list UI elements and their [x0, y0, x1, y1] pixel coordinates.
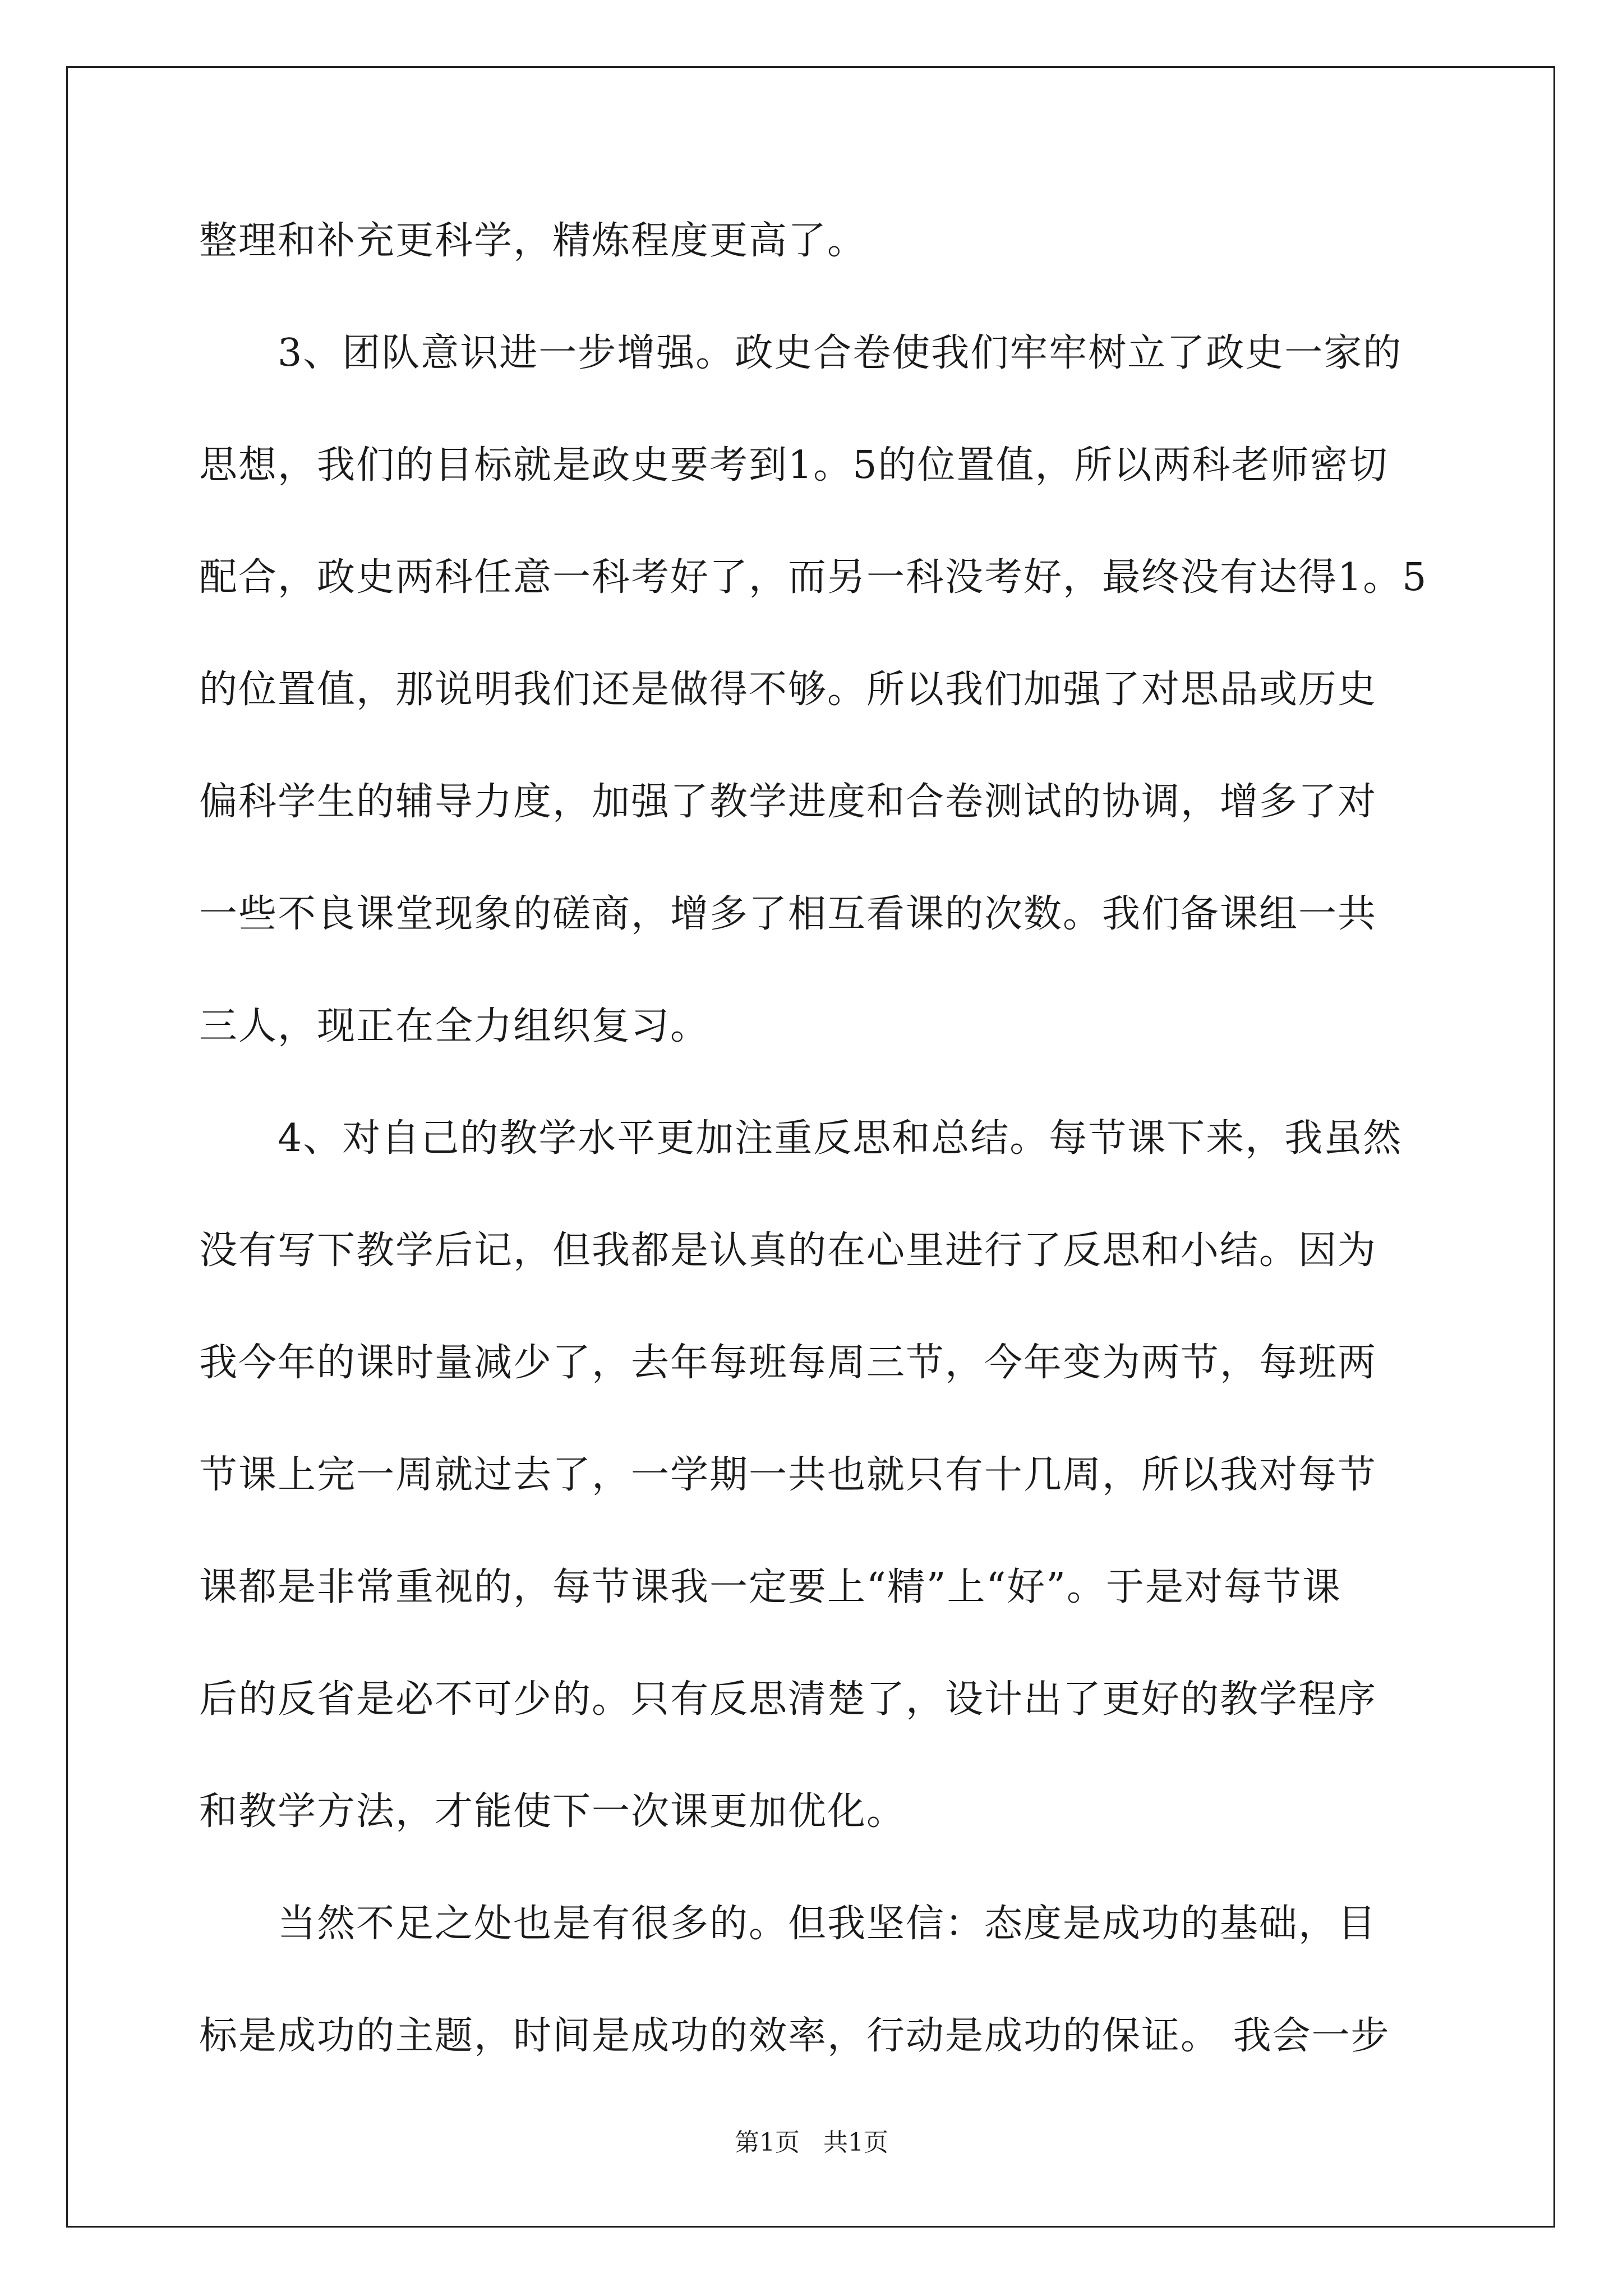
- page-footer: 第1页 共1页: [735, 2128, 888, 2157]
- text-line: 标是成功的主题，时间是成功的效率，行动是成功的保证。 我会一步: [199, 2014, 1390, 2058]
- text-line: 我今年的课时量减少了，去年每班每周三节，今年变为两节，每班两: [199, 1341, 1377, 1385]
- text-line: 整理和补充更科学，精炼程度更高了。: [199, 219, 867, 263]
- text-line: 没有写下教学后记，但我都是认真的在心里进行了反思和小结。因为: [199, 1228, 1377, 1273]
- text-line: 配合，政史两科任意一科考好了，而另一科没考好，最终没有达得1。5: [199, 555, 1428, 600]
- text-line: 4、对自己的教学水平更加注重反思和总结。每节课下来，我虽然: [278, 1116, 1403, 1161]
- text-line: 思想，我们的目标就是政史要考到1。5的位置值，所以两科老师密切: [199, 443, 1389, 487]
- text-line: 当然不足之处也是有很多的。但我坚信：态度是成功的基础，目: [278, 1902, 1377, 1946]
- text-line: 三人，现正在全力组织复习。: [199, 1004, 710, 1048]
- text-line: 课都是非常重视的，每节课我一定要上“精”上“好”。于是对每节课: [199, 1565, 1342, 1609]
- text-line: 3、团队意识进一步增强。政史合卷使我们牢牢树立了政史一家的: [278, 331, 1403, 375]
- text-line: 一些不良课堂现象的磋商，增多了相互看课的次数。我们备课组一共: [199, 892, 1377, 936]
- text-line: 的位置值，那说明我们还是做得不够。所以我们加强了对思品或历史: [199, 668, 1377, 712]
- text-line: 和教学方法，才能使下一次课更加优化。: [199, 1789, 906, 1834]
- text-line: 节课上完一周就过去了，一学期一共也就只有十几周，所以我对每节: [199, 1453, 1377, 1497]
- text-line: 后的反省是必不可少的。只有反思清楚了，设计出了更好的教学程序: [199, 1677, 1377, 1722]
- text-line: 偏科学生的辅导力度，加强了教学进度和合卷测试的协调，增多了对: [199, 780, 1377, 824]
